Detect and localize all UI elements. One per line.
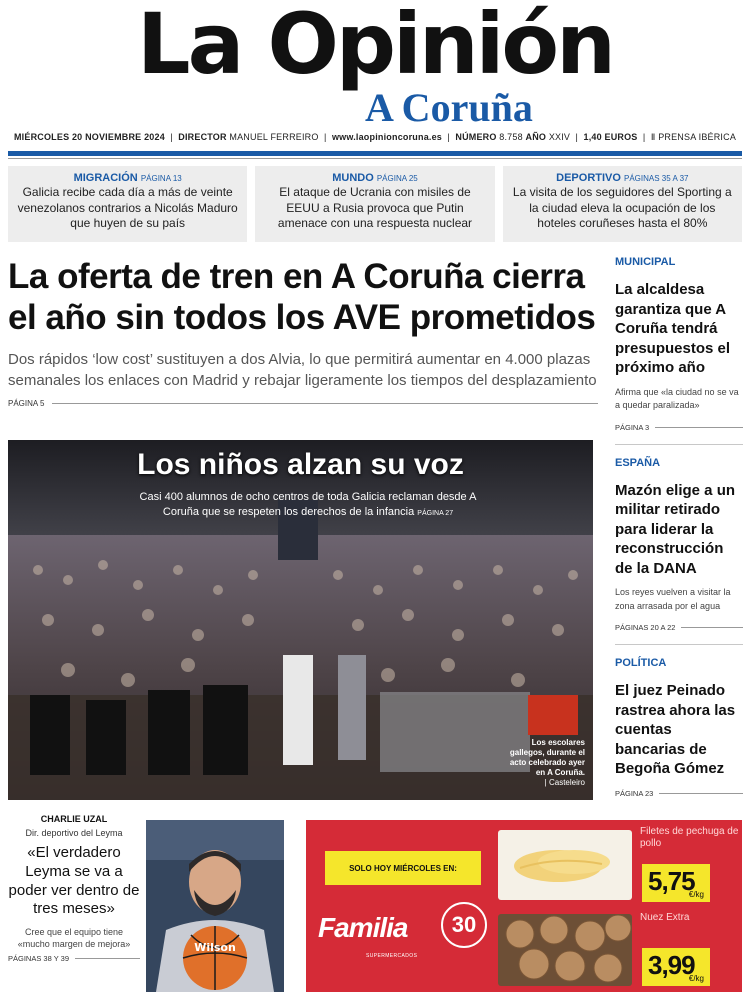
masthead [0,0,750,160]
teaser-page: PÁGINAS 35 A 37 [624,174,689,183]
website-link[interactable]: www.laopinioncoruna.es [331,132,443,142]
ball-brand: Wilson [194,941,236,954]
main-story [8,256,598,408]
product2-unit: €/kg [688,974,704,983]
sidebar-body: Los reyes vuelven a visitar la zona arrasada por el agua [615,587,731,611]
sidebar-column [615,256,743,808]
walnut-icon [498,914,632,986]
walnuts-image [498,914,632,986]
masthead-rule [8,151,742,156]
teaser-page: PÁGINA 25 [376,174,418,183]
main-subhead: Dos rápidos ‘low cost’ sustituyen a dos Alvia, lo que permitirá aumentar en 4.000 plazas semanales los enlaces con Madrid y rebajar ligeramente los tiempos del desplazamiento [8,350,597,389]
interview-page: PÁGINAS 38 Y 39 [8,954,140,963]
group-name: PRENSA IBÉRICA [658,132,737,142]
teaser-section: MUNDO [332,172,374,184]
product1-price-tag [642,864,710,902]
product1-unit: €/kg [688,890,704,899]
photo-subtitle: Casi 400 alumnos de ocho centros de toda Galicia reclaman desde A Coruña que se respeten los derechos de la infancia PÁGINA 27 [139,491,477,519]
interview-quote: «El verdadero Leyma se va a poder ver dentro de tres meses» [8,844,140,918]
newspaper-edition: A Coruña [365,85,533,130]
director-label: DIRECTOR [178,132,227,142]
product1-name: Filetes de pechuga de pollo [640,826,739,849]
photo-caption [505,738,585,788]
edition-info: MIÉRCOLES 20 NOVIEMBRE 2024 | DIRECTOR MANUEL FERREIRO | www.laopinioncoruna.es | NÚMERO 8.758 AÑO XXIV | 1,40 EUROS | Ⅱ PRENSA IBÉRICA [13,132,737,142]
edition-date: MIÉRCOLES 20 NOVIEMBRE 2024 [13,132,165,142]
portrait-photo [146,820,284,992]
chicken-fillet-image [498,830,632,900]
year-value: XXIV [548,132,571,142]
teaser-text: La visita de los seguidores del Sporting a la ciudad eleva la ocupación de los hoteles coruñeses hasta el 80% [512,185,732,231]
sidebar-page: PÁGINA 3 [615,423,743,432]
sidebar-page: PÁGINAS 20 A 22 [615,623,743,632]
teaser-page: PÁGINA 13 [140,174,182,183]
year-label: AÑO [525,132,547,142]
supermarket-ad[interactable] [306,820,742,992]
teaser-box[interactable] [503,166,742,242]
sidebar-body: Afirma que «la ciudad no se va a quedar paralizada» [615,386,739,410]
teaser-text: El ataque de Ucrania con misiles de EEUU a Rusia provoca que Putin amenace con una respuesta nuclear [277,185,473,231]
sidebar-story[interactable] [615,256,743,432]
sidebar-headline: La alcaldesa garantiza que A Coruña tendrá presupuestos el próximo año [615,281,731,376]
prensa-iberica-icon: Ⅱ [650,132,656,142]
photo-page: PÁGINA 27 [417,510,454,518]
divider [615,444,743,445]
interview-author: CHARLIE UZAL [40,814,108,824]
masthead-rule-thin [8,158,742,159]
product1-price: 5,75 [648,866,695,896]
feature-photo[interactable] [8,440,593,800]
director-name: MANUEL FERREIRO [229,132,319,142]
page-ref-text: PÁGINA 5 [8,398,45,408]
number-label: NÚMERO [455,132,497,142]
teaser-text: Galicia recibe cada día a más de veinte venezolanos contrarios a Nicolás Maduro que huyen de su país [17,185,238,231]
sidebar-label: MUNICIPAL [615,256,676,268]
interview-story[interactable] [8,814,140,963]
person-icon [146,820,284,992]
caption-text: Los escolares gallegos, durante el acto celebrado ayer en A Coruña. [509,738,585,777]
photo-credit: | Casteleiro [544,778,585,787]
teaser-box[interactable] [255,166,494,242]
interview-extra: Cree que el equipo tiene «mucho margen de mejora» [17,927,131,949]
interview-role: Dir. deportivo del Leyma [25,828,123,838]
ad-brand-logo: Familia [318,912,408,943]
teaser-bar [8,166,742,242]
teaser-section: DEPORTIVO [556,172,621,184]
ad-anniversary-badge: 30 [441,902,487,948]
sidebar-page: PÁGINA 23 [615,789,743,798]
sidebar-label: ESPAÑA [615,456,661,469]
divider [615,644,743,645]
ad-tagline: SUPERMERCADOS [366,953,418,959]
sidebar-story[interactable] [615,457,743,633]
sidebar-story[interactable] [615,657,743,798]
number-value: 8.758 [499,132,523,142]
product2-name: Nuez Extra [640,912,690,923]
sidebar-label: POLÍTICA [615,657,667,669]
sidebar-headline: El juez Peinado rastrea ahora las cuentas bancarias de Begoña Gómez [615,682,736,777]
main-headline[interactable]: La oferta de tren en A Coruña cierra el año sin todos los AVE prometidos [8,257,596,338]
sidebar-headline: Mazón elige a un militar retirado para liderar la reconstrucción de la DANA [615,481,736,577]
teaser-section: MIGRACIÓN [73,172,138,184]
page-reference [8,399,598,408]
product2-price-tag [642,948,710,986]
price: 1,40 EUROS [583,132,638,142]
newspaper-title: La Opinión [137,0,613,93]
divider [52,403,598,404]
teaser-box[interactable] [8,166,247,242]
product2-price: 3,99 [648,950,695,980]
photo-title: Los niños alzan su voz [137,448,464,481]
chicken-fillet-icon [498,830,632,900]
ad-banner: SOLO HOY MIÉRCOLES EN: [325,851,481,885]
